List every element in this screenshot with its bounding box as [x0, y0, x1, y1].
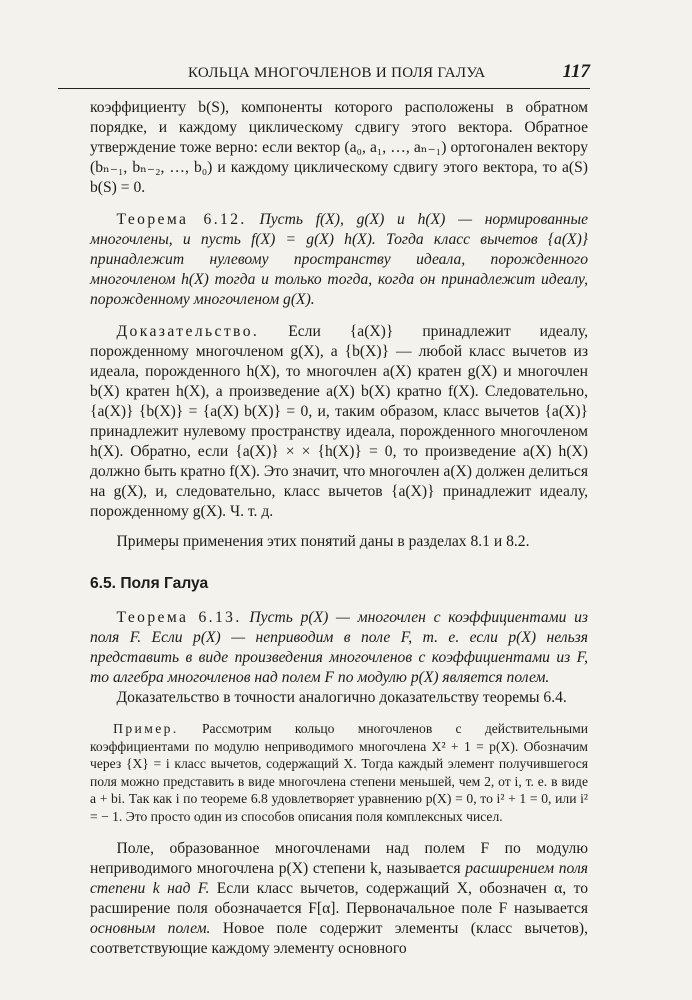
example-text: Рассмотрим кольцо многочленов с действительными коэффициентами по модулю неприводимого многочлена X² + 1 = p(X). Обозначим через {X} = i класс вычетов, содержащий X. Тогда каждый элемент получившегося поля можно представить в виде многочлена степени меньшей, чем 2, от i, т. е. в виде a + bi. Так как i по теореме 6.8 удовлетворяет уравнению p(X) = 0, то i² + 1 = 0, или i² = − 1. Это просто один из способов описания поля комплексных чисел.: [90, 721, 588, 824]
paragraph-continuation: коэффициенту b(S), компоненты которого расположены в обратном порядке, и каждому циклическому сдвигу этого вектора. Обратное утверждение тоже верно: если вектор (a₀, a₁, …, aₙ₋₁) ортогонален вектору (bₙ₋₁, bₙ₋₂, …, b₀) и каждому циклическому сдвигу этого вектора, то a(S) b(S) = 0.: [90, 99, 588, 196]
term-base-field: основным полем.: [90, 920, 211, 937]
final-text-2: Если класс вычетов, содержащий X, обозначен α, то расширение поля обозначается F[α]. Первоначальное поле F называется: [90, 880, 588, 917]
running-head: КОЛЬЦА МНОГОЧЛЕНОВ И ПОЛЯ ГАЛУА: [188, 65, 486, 81]
final-paragraph: [90, 839, 588, 959]
page-body: [90, 98, 588, 959]
proof-6-12: [90, 322, 588, 522]
proof-label: Доказательство.: [116, 323, 260, 340]
page-number: 117: [562, 61, 590, 82]
proof-6-13: Доказательство в точности аналогично доказательству теоремы 6.4.: [116, 689, 567, 706]
theorem-6-13-text: Пусть p(X) — многочлен с коэффициентами из поля F. Если p(X) — неприводим в поле F, т. е. если p(X) нельзя представить в виде произведения многочленов с коэффициентами из F, то алгебра многочленов над полем F по модулю p(X) является полем.: [90, 609, 588, 686]
section-heading: 6.5. Поля Галуа: [90, 575, 209, 592]
final-text-3: Новое поле содержит элементы (класс вычетов), соответствующие каждому элементу основного: [90, 920, 588, 957]
proof-text: Если {a(X)} принадлежит идеалу, порожденному многочленом g(X), а {b(X)} — любой класс вычетов из идеала, порожденного h(X), то многочлен a(X) кратен g(X) и многочлен b(X) кратен h(X), а произведение a(X) b(X) кратно f(X). Следовательно, {a(X)} {b(X)} = {a(X) b(X)} = 0, и, таким образом, класс вычетов {a(X)} принадлежит нулевому пространству идеала, порожденного многочленом h(X). Обратно, если {a(X)} × × {h(X)} = 0, то произведение a(X) h(X) должно быть кратно f(X). Это значит, что многочлен a(X) должен делиться на g(X), и, следовательно, класс вычетов {a(X)} принадлежит идеалу, порожденному g(X). Ч. т. д.: [90, 323, 588, 520]
example-block: [90, 720, 588, 825]
theorem-6-12-text: Пусть f(X), g(X) и h(X) — нормированные многочлены, и пусть f(X) = g(X) h(X). Тогда класс вычетов {a(X)} принадлежит нулевому пространству идеала, порожденного многочленом h(X) тогда и только тогда, когда он принадлежит идеалу, порожденному многочленом g(X).: [90, 211, 588, 308]
examples-note: Примеры применения этих понятий даны в разделах 8.1 и 8.2.: [116, 533, 530, 550]
theorem-6-12-label: Теорема 6.12.: [116, 211, 247, 228]
term-field-extension: расширением поля степени k над F.: [90, 860, 588, 897]
theorem-6-13: [90, 608, 588, 688]
example-label: Пример.: [113, 721, 179, 736]
theorem-6-12: [90, 210, 588, 310]
theorem-6-13-label: Теорема 6.13.: [116, 609, 242, 626]
page-header: [58, 56, 590, 89]
final-text-1: Поле, образованное многочленами над полем F по модулю неприводимого многочлена p(X) степени k, называется: [90, 840, 588, 877]
